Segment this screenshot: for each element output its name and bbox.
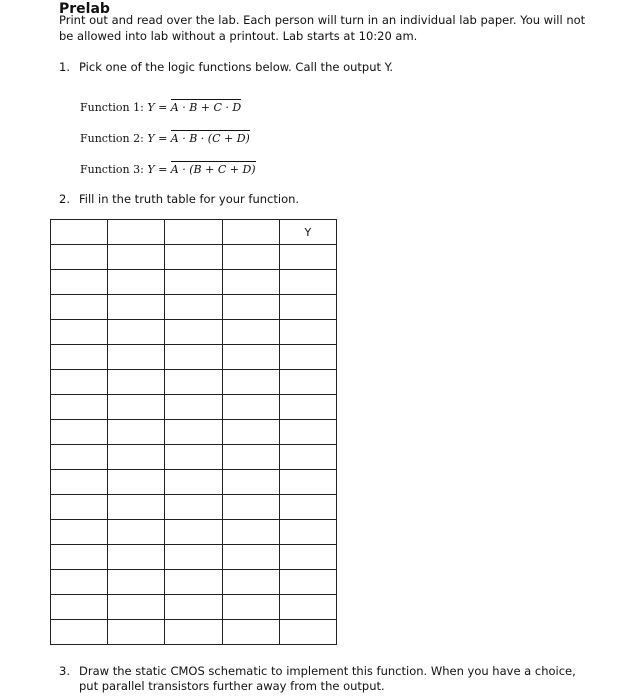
function-lhs: Y = [147, 132, 168, 145]
table-row [51, 470, 337, 495]
truth-table-cell[interactable] [108, 270, 165, 295]
table-row [51, 570, 337, 595]
truth-table-cell[interactable] [165, 570, 222, 595]
truth-table-cell[interactable] [222, 270, 279, 295]
function-lhs: Y = [147, 101, 168, 114]
truth-table-cell[interactable] [222, 520, 279, 545]
header-cell[interactable] [222, 220, 279, 245]
truth-table-cell[interactable] [279, 495, 336, 520]
truth-table-cell[interactable] [165, 295, 222, 320]
question-text: Draw the static CMOS schematic to implement this function. When you have a choice, [79, 664, 576, 678]
question-number: 3. [59, 664, 70, 678]
truth-table-cell[interactable] [51, 595, 108, 620]
truth-table-cell[interactable] [108, 445, 165, 470]
function-expression: A · (B + C + D) [170, 163, 256, 176]
truth-table-cell[interactable] [108, 545, 165, 570]
table-row [51, 320, 337, 345]
table-row [51, 545, 337, 570]
truth-table-cell[interactable] [51, 520, 108, 545]
truth-table-cell[interactable] [222, 245, 279, 270]
function-label: Function 2: [80, 132, 144, 145]
page-title: Prelab [59, 1, 110, 17]
table-row [51, 495, 337, 520]
truth-table-cell[interactable] [108, 620, 165, 645]
truth-table-cell[interactable] [108, 295, 165, 320]
truth-table-cell[interactable] [222, 370, 279, 395]
truth-table-cell[interactable] [108, 570, 165, 595]
intro-paragraph: Print out and read over the lab. Each person will turn in an individual lab paper. You will not be allowed into lab without a printout. Lab starts at 10:20 am. [59, 13, 586, 43]
truth-table-cell[interactable] [108, 595, 165, 620]
function-label: Function 3: [80, 163, 144, 176]
function-2 [80, 132, 250, 145]
question-text: Pick one of the logic functions below. Call the output Y. [79, 60, 394, 74]
truth-table-cell[interactable] [279, 545, 336, 570]
header-cell-y: Y [279, 220, 336, 245]
truth-table-cell[interactable] [108, 345, 165, 370]
truth-table-cell[interactable] [165, 470, 222, 495]
table-row [51, 620, 337, 645]
truth-table-cell[interactable] [279, 295, 336, 320]
table-row [51, 245, 337, 270]
truth-table-cell[interactable] [51, 345, 108, 370]
question-number: 2. [59, 192, 70, 206]
truth-table-cell[interactable] [51, 270, 108, 295]
truth-table-cell[interactable] [279, 270, 336, 295]
truth-table-cell[interactable] [165, 445, 222, 470]
truth-table-cell[interactable] [165, 370, 222, 395]
truth-table-cell[interactable] [279, 320, 336, 345]
table-row [51, 420, 337, 445]
truth-table-cell[interactable] [51, 495, 108, 520]
table-row [51, 370, 337, 395]
truth-table-cell[interactable] [279, 245, 336, 270]
truth-table-cell[interactable] [108, 370, 165, 395]
question-3 [59, 664, 599, 694]
truth-table-cell[interactable] [279, 520, 336, 545]
truth-table-cell[interactable] [222, 445, 279, 470]
truth-table-cell[interactable] [279, 420, 336, 445]
truth-table-cell[interactable] [108, 495, 165, 520]
table-row [51, 395, 337, 420]
truth-table-cell[interactable] [51, 570, 108, 595]
truth-table-cell[interactable] [108, 470, 165, 495]
truth-table-cell[interactable] [165, 520, 222, 545]
table-row [51, 445, 337, 470]
truth-table-cell[interactable] [108, 420, 165, 445]
truth-table-cell[interactable] [51, 245, 108, 270]
table-row [51, 270, 337, 295]
truth-table-cell[interactable] [279, 370, 336, 395]
truth-table-cell[interactable] [279, 395, 336, 420]
truth-table-cell[interactable] [279, 470, 336, 495]
question-number: 1. [59, 60, 70, 74]
truth-table-cell[interactable] [279, 595, 336, 620]
truth-table-cell[interactable] [222, 620, 279, 645]
function-expression: A · B + C · D [170, 101, 242, 114]
question-1 [59, 60, 393, 75]
function-label: Function 1: [80, 101, 144, 114]
truth-table-cell[interactable] [108, 320, 165, 345]
truth-table-cell[interactable] [222, 595, 279, 620]
table-row [51, 345, 337, 370]
truth-table-cell[interactable] [51, 620, 108, 645]
header-cell[interactable] [51, 220, 108, 245]
truth-table-cell[interactable] [165, 345, 222, 370]
truth-table-cell[interactable] [165, 545, 222, 570]
truth-table-cell[interactable] [51, 420, 108, 445]
truth-table-cell[interactable] [51, 370, 108, 395]
truth-table-cell[interactable] [165, 270, 222, 295]
header-cell[interactable] [165, 220, 222, 245]
truth-table-cell[interactable] [222, 345, 279, 370]
truth-table-cell[interactable] [108, 245, 165, 270]
question-text-continued: put parallel transistors further away from the output. [79, 679, 385, 693]
function-lhs: Y = [147, 163, 168, 176]
truth-table-header-row [51, 220, 337, 245]
function-1 [80, 101, 241, 114]
truth-table-cell[interactable] [165, 395, 222, 420]
table-row [51, 520, 337, 545]
function-expression: A · B · (C + D) [170, 132, 250, 145]
question-text: Fill in the truth table for your function. [79, 192, 300, 206]
truth-table-cell[interactable] [51, 320, 108, 345]
truth-table-cell[interactable] [165, 320, 222, 345]
truth-table-cell[interactable] [222, 395, 279, 420]
header-cell[interactable] [108, 220, 165, 245]
truth-table-cell[interactable] [165, 495, 222, 520]
truth-table-cell[interactable] [51, 545, 108, 570]
truth-table-cell[interactable] [222, 420, 279, 445]
truth-table [50, 219, 337, 645]
truth-table-cell[interactable] [165, 420, 222, 445]
truth-table-cell[interactable] [222, 570, 279, 595]
truth-table-cell[interactable] [51, 470, 108, 495]
truth-table-cell[interactable] [222, 470, 279, 495]
truth-table-cell[interactable] [222, 495, 279, 520]
question-2 [59, 192, 299, 207]
truth-table-cell[interactable] [279, 345, 336, 370]
truth-table-cell[interactable] [51, 395, 108, 420]
truth-table-cell[interactable] [108, 520, 165, 545]
truth-table-cell[interactable] [279, 445, 336, 470]
table-row [51, 295, 337, 320]
truth-table-cell[interactable] [51, 295, 108, 320]
truth-table-cell[interactable] [108, 395, 165, 420]
table-row [51, 595, 337, 620]
truth-table-cell[interactable] [222, 295, 279, 320]
function-3 [80, 163, 256, 176]
truth-table-cell[interactable] [165, 620, 222, 645]
truth-table-cell[interactable] [165, 245, 222, 270]
truth-table-cell[interactable] [51, 445, 108, 470]
truth-table-cell[interactable] [279, 620, 336, 645]
truth-table-cell[interactable] [222, 545, 279, 570]
truth-table-cell[interactable] [279, 570, 336, 595]
truth-table-cell[interactable] [222, 320, 279, 345]
truth-table-cell[interactable] [165, 595, 222, 620]
